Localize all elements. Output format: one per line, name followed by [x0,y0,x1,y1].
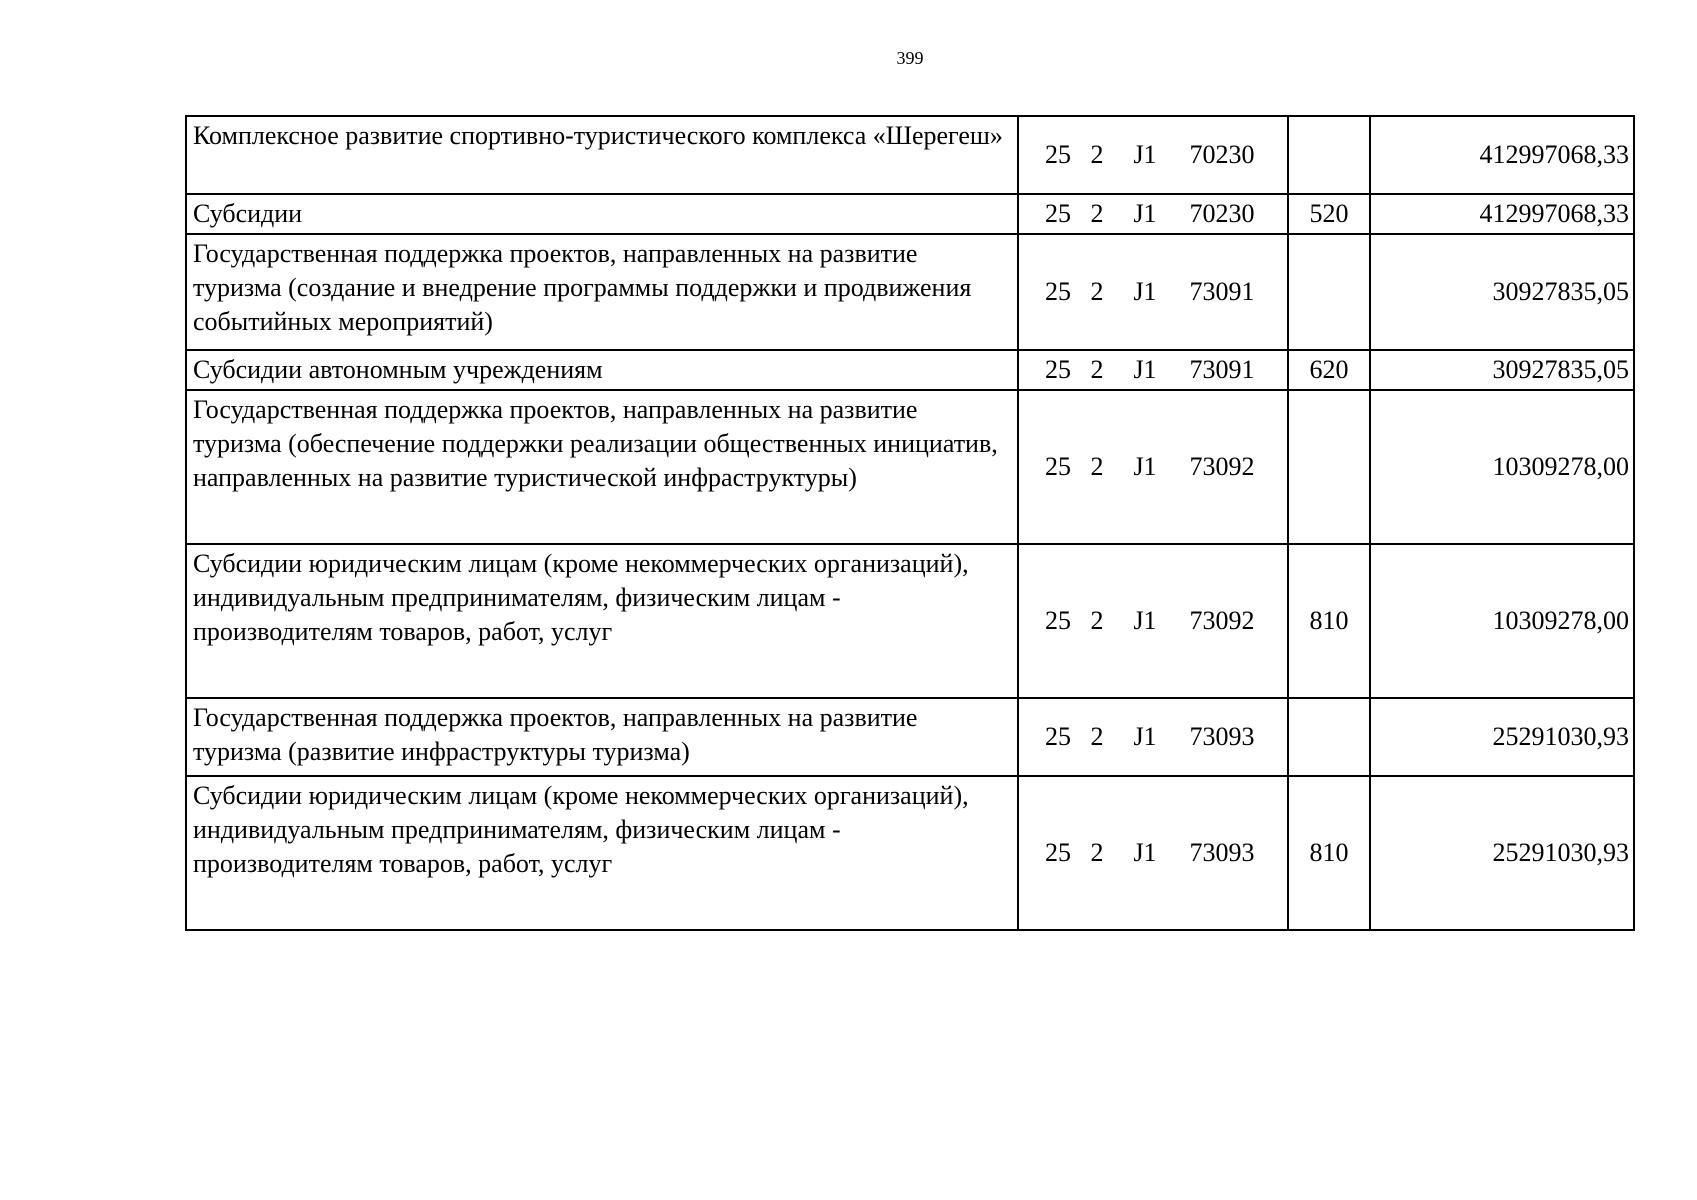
code-ms: J1 [1133,140,1157,170]
budget-table [185,115,1635,931]
code-ms: J1 [1133,722,1157,752]
code-dir: 73093 [1189,722,1255,752]
code-gp: 25 [1045,277,1071,307]
row-codes [1018,194,1288,234]
code-vr: 810 [1288,544,1370,698]
code-dir: 70230 [1189,199,1255,229]
row-sum: 30927835,05 [1370,350,1634,390]
code-ms: J1 [1133,606,1157,636]
row-sum: 30927835,05 [1370,234,1634,350]
row-sum: 25291030,93 [1370,776,1634,930]
row-name: Субсидии юридическим лицам (кроме некоммерческих организаций), индивидуальным предпринимателям, физическим лицам - производителям товаров, работ, услуг [186,544,1018,698]
table-row [186,544,1634,698]
code-gp: 25 [1045,199,1071,229]
table-row [186,350,1634,390]
code-vr: 620 [1288,350,1370,390]
row-name: Субсидии автономным учреждениям [186,350,1018,390]
row-name: Государственная поддержка проектов, направленных на развитие туризма (создание и внедрение программы поддержки и продвижения событийных мероприятий) [186,234,1018,350]
code-dir: 73091 [1189,277,1255,307]
code-pp: 2 [1090,140,1104,170]
row-codes [1018,776,1288,930]
row-codes [1018,234,1288,350]
code-dir: 73093 [1189,838,1255,868]
page-number: 399 [896,48,924,68]
row-codes [1018,390,1288,544]
row-codes [1018,698,1288,776]
row-name: Субсидии юридическим лицам (кроме некоммерческих организаций), индивидуальным предпринимателям, физическим лицам - производителям товаров, работ, услуг [186,776,1018,930]
code-vr [1288,234,1370,350]
table-row [186,698,1634,776]
table-row [186,776,1634,930]
code-gp: 25 [1045,838,1071,868]
code-gp: 25 [1045,722,1071,752]
code-dir: 70230 [1189,140,1255,170]
code-pp: 2 [1090,199,1104,229]
code-pp: 2 [1090,838,1104,868]
code-pp: 2 [1090,722,1104,752]
code-pp: 2 [1090,355,1104,385]
code-gp: 25 [1045,606,1071,636]
row-sum: 412997068,33 [1370,194,1634,234]
code-pp: 2 [1090,277,1104,307]
row-codes [1018,544,1288,698]
row-sum: 10309278,00 [1370,544,1634,698]
code-ms: J1 [1133,838,1157,868]
row-name: Комплексное развитие спортивно-туристического комплекса «Шерегеш» [186,116,1018,194]
table-row [186,234,1634,350]
code-vr [1288,698,1370,776]
table-row [186,390,1634,544]
row-name: Государственная поддержка проектов, направленных на развитие туризма (развитие инфраструктуры туризма) [186,698,1018,776]
code-gp: 25 [1045,355,1071,385]
table-row [186,116,1634,194]
code-vr: 810 [1288,776,1370,930]
code-vr [1288,116,1370,194]
code-vr [1288,390,1370,544]
code-dir: 73092 [1189,452,1255,482]
code-pp: 2 [1090,452,1104,482]
code-ms: J1 [1133,199,1157,229]
row-sum: 25291030,93 [1370,698,1634,776]
row-codes [1018,350,1288,390]
row-codes [1018,116,1288,194]
row-sum: 10309278,00 [1370,390,1634,544]
code-pp: 2 [1090,606,1104,636]
code-dir: 73092 [1189,606,1255,636]
code-dir: 73091 [1189,355,1255,385]
row-sum: 412997068,33 [1370,116,1634,194]
row-name: Субсидии [186,194,1018,234]
code-vr: 520 [1288,194,1370,234]
code-ms: J1 [1133,355,1157,385]
row-name: Государственная поддержка проектов, направленных на развитие туризма (обеспечение поддержки реализации общественных инициатив, направленных на развитие туристической инфраструктуры) [186,390,1018,544]
code-ms: J1 [1133,452,1157,482]
code-gp: 25 [1045,140,1071,170]
code-gp: 25 [1045,452,1071,482]
table-row [186,194,1634,234]
code-ms: J1 [1133,277,1157,307]
